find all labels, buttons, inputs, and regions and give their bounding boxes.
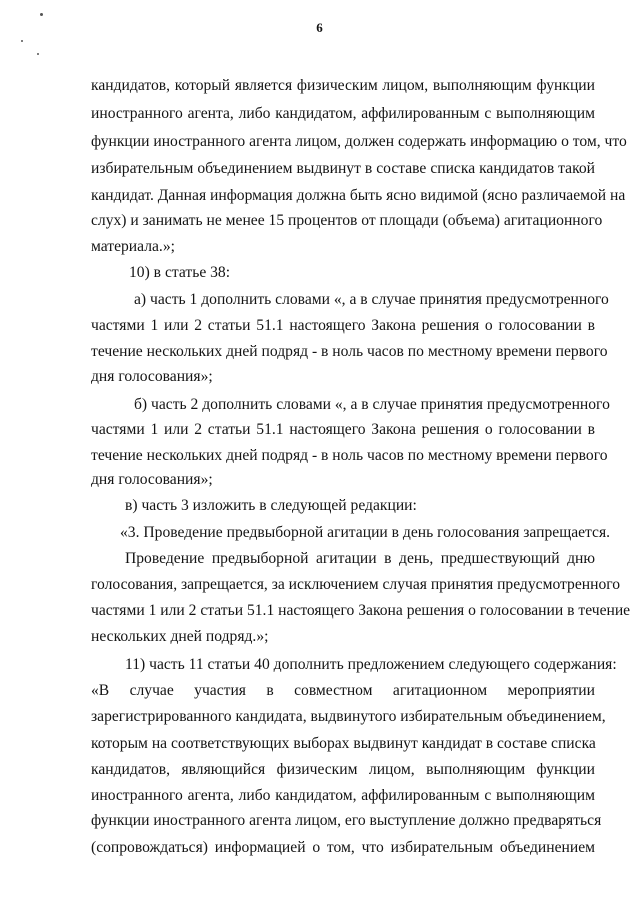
text-line: слух) и занимать не менее 15 процентов от площади (объема) агитационного: [91, 212, 603, 229]
text-line: голосования, запрещается, за исключением случая принятия предусмотренного: [91, 576, 621, 593]
text-line: частями 1 или 2 статьи 51.1 настоящего Закона решения о голосовании в: [91, 421, 595, 438]
text-line: зарегистрированного кандидата, выдвинутого избирательным объединением,: [91, 708, 606, 725]
text-line: кандидат. Данная информация должна быть ясно видимой (ясно различаемой на: [91, 187, 626, 204]
text-line: (сопровождаться) информацией о том, что избирательным объединением: [91, 839, 595, 856]
text-line: материала.»;: [91, 238, 175, 255]
text-line: дня голосования»;: [91, 471, 213, 488]
list-item-heading: 10) в статье 38:: [129, 264, 231, 281]
text-line: частями 1 или 2 статьи 51.1 настоящего Закона решения о голосовании в течение: [91, 602, 631, 619]
scan-speck: [40, 13, 43, 16]
list-item-heading: 11) часть 11 статьи 40 дополнить предложением следующего содержания:: [125, 656, 617, 673]
text-line: которым на соответствующих выборах выдвинут кандидат в составе списка: [91, 735, 596, 752]
scan-speck: [21, 40, 23, 42]
text-line: а) часть 1 дополнить словами «, а в случае принятия предусмотренного: [134, 291, 609, 308]
text-line: нескольких дней подряд.»;: [91, 628, 269, 645]
text-line: дня голосования»;: [91, 368, 213, 385]
text-line: Проведение предвыборной агитации в день, предшествующий дню: [125, 550, 595, 567]
scan-speck: [37, 53, 39, 55]
text-line: течение нескольких дней подряд - в ноль часов по местному времени первого: [91, 447, 608, 464]
text-line: б) часть 2 дополнить словами «, а в случае принятия предусмотренного: [134, 396, 610, 413]
text-line: течение нескольких дней подряд - в ноль часов по местному времени первого: [91, 343, 608, 360]
text-line: кандидатов, являющийся физическим лицом, выполняющим функции: [91, 761, 595, 778]
text-line: функции иностранного агента лицом, его выступление должно предваряться: [91, 812, 602, 829]
text-line: иностранного агента, либо кандидатом, аффилированным с выполняющим: [91, 105, 595, 122]
text-line: функции иностранного агента лицом, должен содержать информацию о том, что: [91, 133, 627, 150]
text-line: «В случае участия в совместном агитационном мероприятии: [91, 682, 595, 699]
text-line: избирательным объединением выдвинут в составе списка кандидатов такой: [91, 160, 595, 177]
text-line: частями 1 или 2 статьи 51.1 настоящего Закона решения о голосовании в: [91, 317, 595, 334]
page-number: 6: [316, 20, 323, 35]
text-line: «3. Проведение предвыборной агитации в день голосования запрещается.: [120, 524, 611, 541]
text-line: в) часть 3 изложить в следующей редакции:: [125, 497, 417, 514]
text-line: иностранного агента, либо кандидатом, аффилированным с выполняющим: [91, 787, 595, 804]
text-line: кандидатов, который является физическим лицом, выполняющим функции: [91, 77, 595, 94]
